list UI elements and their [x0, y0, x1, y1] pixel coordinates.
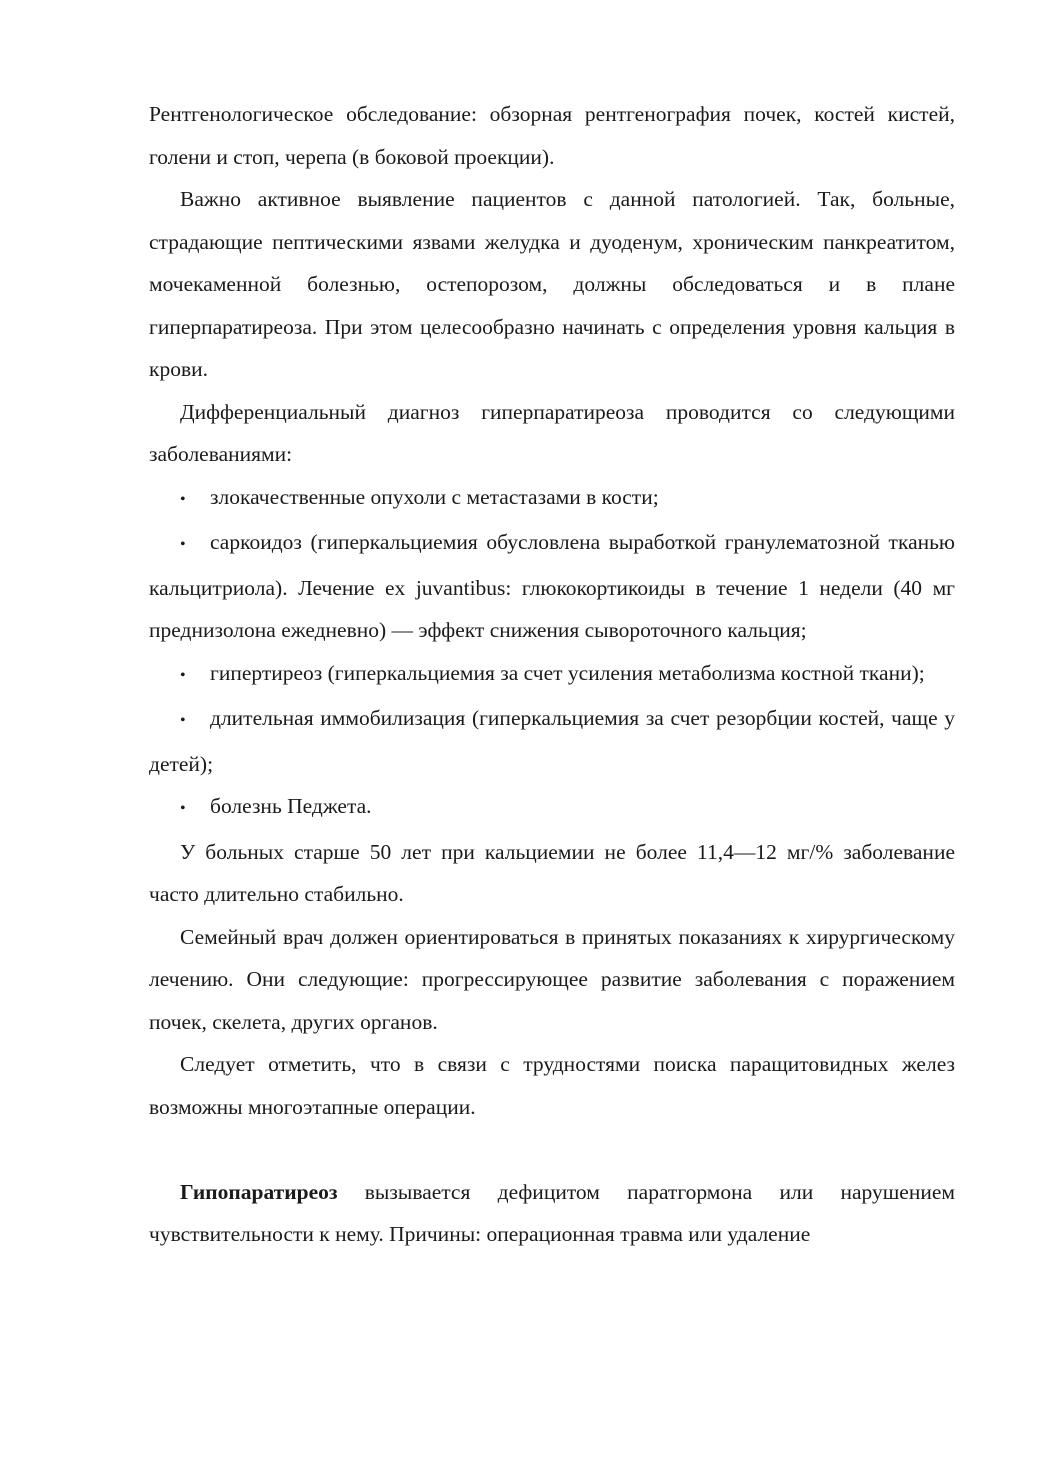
list-item-text: гипертиреоз (гиперкальциемия за счет усиления метаболизма костной ткани); — [210, 660, 925, 685]
paragraph-active-detection: Важно активное выявление пациентов с данной патологией. Так, больные, страдающие пептическими язвами желудка и дуоденум, хроническим панкреатитом, мочекаменной болезнью, остепорозом, должны обследоваться и в плане гиперпаратиреоза. При этом целесообразно начинать с определения уровня кальция в крови. — [149, 187, 955, 381]
paragraph-xray-exam: Рентгенологическое обследование: обзорная рентгенография почек, костей кистей, голени и стоп, черепа (в боковой проекции). — [149, 102, 955, 169]
bullet-icon: • — [180, 800, 186, 817]
paragraph-hypoparathyroidism — [149, 1171, 955, 1256]
list-item — [149, 785, 955, 831]
term-heading: Гипопаратиреоз — [180, 1179, 338, 1204]
paragraph-differential-diagnosis: Дифференциальный диагноз гиперпаратиреоза проводится со следующими заболеваниями: — [149, 399, 955, 466]
document-body — [149, 93, 955, 1256]
bullet-icon: • — [180, 536, 186, 553]
paragraph-text: вызывается дефицитом паратгормона или нарушением чувствительности к нему. Причины: операционная травма или удаление — [149, 1179, 955, 1246]
paragraph-spacer — [149, 1128, 955, 1171]
bullet-icon: • — [180, 666, 186, 684]
list-item-text: длительная иммобилизация (гиперкальциемия за счет резорбции костей, чаще у детей); — [149, 706, 955, 776]
list-item-text: болезнь Педжета. — [210, 794, 372, 818]
paragraph-multistage-operations: Следует отметить, что в связи с трудностями поиска паращитовидных желез возможны многоэтапные операции. — [149, 1052, 955, 1119]
list-item — [149, 521, 955, 652]
list-item — [149, 476, 955, 522]
paragraph-surgery-indications: Семейный врач должен ориентироваться в принятых показаниях к хирургическому лечению. Они следующие: прогрессирующее развитие заболевания с поражением почек, скелета, других органов. — [149, 924, 955, 1034]
bullet-icon: • — [180, 712, 186, 729]
bullet-icon: • — [180, 490, 186, 508]
paragraph-older-patients: У больных старше 50 лет при кальциемии не более 11,4—12 мг/% заболевание часто длительно стабильно. — [149, 839, 955, 906]
list-item — [149, 697, 955, 785]
list-item-text: саркоидоз (гиперкальциемия обусловлена выработкой гранулематозной тканью кальцитриола). Лечение ex juvantibus: глюкокортикоиды в течение 1 недели (40 мг преднизолона ежедневно) — эффект снижения сывороточного кальция; — [149, 530, 955, 642]
list-item-text: злокачественные опухоли с метастазами в кости; — [210, 484, 659, 509]
list-item — [149, 652, 955, 698]
